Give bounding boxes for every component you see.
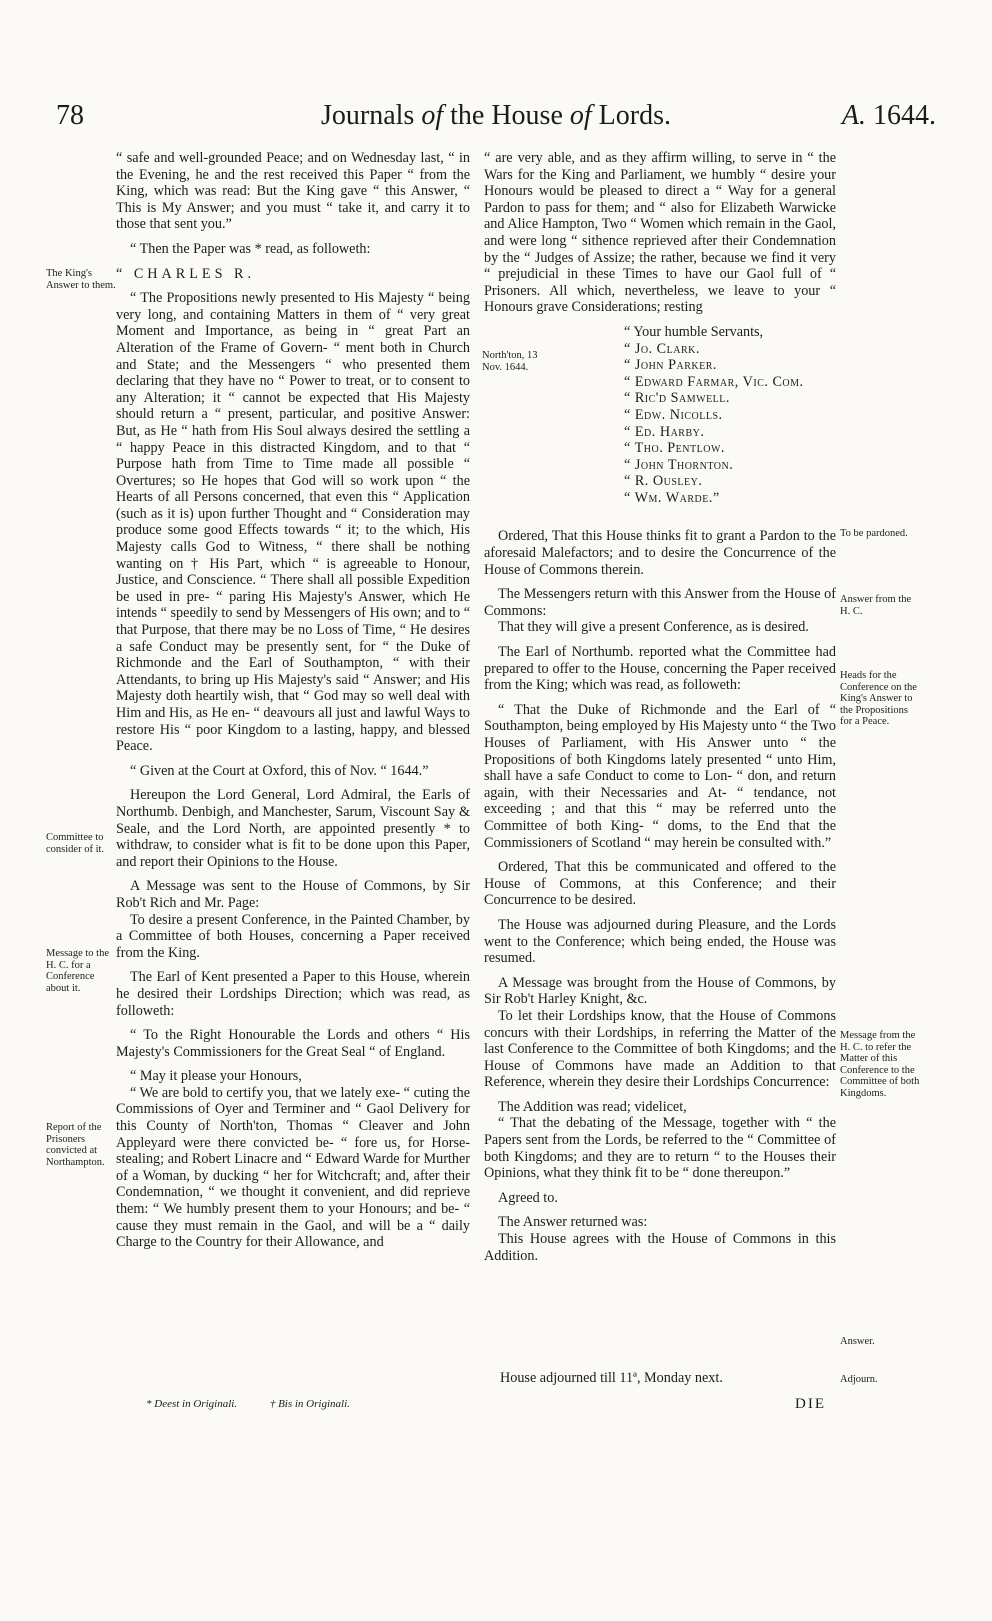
right-column bbox=[484, 150, 836, 1272]
paragraph: “ Then the Paper was * read, as followeth: bbox=[130, 240, 371, 257]
kings-answer-text: “ The Propositions newly presented to His Majesty “ being very long, and containing Matters in them of “ very great Moment and Importance, as being in “ great Part an Alteration of the Frame of Govern- “ ment both in Church and State; and the Messengers “ who presented them declaring that they have no “ Power to treat, or to consent to any Alteration; it “ cannot be expected that His Majesty should return a “ present, particular, and positive Answer: But, as He “ hath from His Soul always desired the settling a “ happy Peace in this distracted Kingdom, and to that “ Purpose hath from Time to Time made all possible “ Overtures; so He hopes that God will so work upon “ the Hearts of all Persons concerned, that even this “ Application (such as it is) upon further Thought and “ Consideration may produce some good Effects towards “ it; to the which, His Majesty calls God to Witness, “ there shall be nothing wanting on † His Part, which “ is agreeable to Honour, Justice, and Conscience. “ There shall all possible Expedition be used in pre- “ paring His Majesty's Answer, which He intends “ speedily to send by Messengers of His own; and to “ that Purpose, that there may be no Loss of Time, “ He desires a safe Conduct may be presently sent, for “ the Duke of Richmonde and the Earl of Southampton, “ with their Attendants, to bring up His Majesty's said “ Answer; and His Majesty doth heartily wish, that “ God may so well deal with Him and His, as He en- “ deavours all just and lawful Ways to restore His “ poor Kingdom to a lasting, happy, and blessed Peace. bbox=[116, 290, 470, 755]
signer: “ Ed. Harby. bbox=[624, 423, 705, 440]
margin-note: Committee to consider of it. bbox=[46, 832, 105, 855]
paragraph: A Message was sent to the House of Commons, by Sir Rob't Rich and Mr. Page: bbox=[116, 878, 470, 911]
paragraph: The Answer returned was: bbox=[498, 1214, 648, 1231]
signer: “ Wm. Warde.” bbox=[624, 489, 720, 506]
margin-note: Answer from the H. C. bbox=[840, 594, 912, 617]
paragraph: Agreed to. bbox=[498, 1189, 558, 1206]
salutation: “ May it please your Honours, bbox=[130, 1068, 302, 1085]
left-column bbox=[116, 150, 470, 1259]
adjourned-line: House adjourned till 11ª, Monday next. bbox=[500, 1370, 723, 1386]
paragraph: To desire a present Conference, in the Painted Chamber, by a Committee of both Houses, concerning a Paper received from the King. bbox=[116, 911, 470, 961]
title-part: Lords. bbox=[598, 100, 671, 131]
heads-text: “ That the Duke of Richmonde and the Earl of “ Southampton, being employed by His Majesty unto “ the Two Houses of Parliament, with His Answer unto “ the Propositions of both Kingdoms lately presented “ unto Him, shall have a safe Conduct to come to Lon- “ don, and return again, with their Necessaries and At- “ tendance, not exceeding ; and that this “ may be referred unto the Committee of both King- “ doms, to the End that the Commissioners of Scotland “ may herein be consulted with.” bbox=[484, 701, 836, 851]
footnotes bbox=[116, 1398, 470, 1410]
signatures bbox=[624, 324, 836, 507]
margin-note: Answer. bbox=[840, 1336, 875, 1347]
title-part: of bbox=[562, 100, 599, 131]
signer: “ Edw. Nicolls. bbox=[624, 406, 723, 423]
letter-text: “ are very able, and as they affirm willing, to serve in “ the Wars for the King and Parliament, we humbly “ desire your Honours would be pleased to direct a “ Way for a general Pardon to pass for them; and “ also for Elizabeth Warwicke and Alice Hampton, Two “ Women which remain in the Gaol, and were long “ sithence reprieved after their Condemnation by the “ Judges of Assize; the rather, because we find it very “ prejudicial in these Times to have our Gaol full of “ Prisoners. All which, nevertheless, we leave to your “ Honours grave Considerations; resting bbox=[484, 150, 836, 316]
margin-note: Report of the Prisoners convicted at Northampton. bbox=[46, 1122, 105, 1168]
catchword: DIE bbox=[795, 1396, 826, 1412]
paragraph: A Message was brought from the House of Commons, by Sir Rob't Harley Knight, &c. bbox=[484, 974, 836, 1008]
address-line: “ To the Right Honourable the Lords and others “ His Majesty's Commissioners for the Great Seal “ of England. bbox=[116, 1027, 470, 1060]
charles-heading: “ CHARLES R. bbox=[116, 265, 256, 282]
signer: “ R. Ousley. bbox=[624, 473, 703, 490]
signer: “ Edward Farmar, Vic. Com. bbox=[624, 373, 804, 390]
footnote: † Bis in Originali. bbox=[269, 1398, 350, 1410]
page-header bbox=[56, 100, 936, 140]
year-number: 1644. bbox=[866, 100, 936, 131]
margin-note: North'ton, 13 Nov. 1644. bbox=[482, 350, 538, 373]
paragraph: The Earl of Kent presented a Paper to this House, wherein he desired their Lordships Direction; which was read, as followeth: bbox=[116, 969, 470, 1019]
signer: “ Tho. Pentlow. bbox=[624, 440, 725, 457]
paragraph: The House was adjourned during Pleasure, and the Lords went to the Conference; which being ended, the House was resumed. bbox=[484, 916, 836, 967]
title-part: House bbox=[491, 100, 563, 131]
paragraph: “ safe and well-grounded Peace; and on Wednesday last, “ in the Evening, he and the rest received this Paper “ from the King, which was read: But the King gave “ this Answer, “ This is My Answer; and you must “ take it, and carry it to those that sent you.” bbox=[116, 150, 470, 233]
letter-text: “ We are bold to certify you, that we lately exe- “ cuting the Commissions of Oyer and Terminer and “ Gaol Delivery for this County of North'ton, Thomas “ Cleaver and John Appleyard were there convicted be- “ fore us, for Horse-stealing; and Robert Linacre and “ Edward Warde for Murther of a Woman, by ducking “ her for Witchcraft; and, after their Condemnation, “ we thought it convenient, and did reprieve them: “ We humbly present them to your Honours; and be- “ cause they must remain in the Gaol, and will be a “ daily Charge to the Country for their Allowance, and bbox=[116, 1084, 470, 1251]
signer: “ John Thornton. bbox=[624, 456, 734, 473]
paragraph: This House agrees with the House of Commons in this Addition. bbox=[484, 1231, 836, 1264]
margin-note: Message to the H. C. for a Conference about it. bbox=[46, 948, 109, 994]
page-year bbox=[842, 100, 936, 132]
paragraph: Ordered, That this House thinks fit to grant a Pardon to the aforesaid Malefactors; and to desire the Concurrence of the House of Commons therein. bbox=[484, 528, 836, 578]
margin-note: Heads for the Conference on the King's Answer to the Propositions for a Peace. bbox=[840, 670, 917, 727]
journal-title bbox=[56, 100, 936, 132]
margin-note: The King's Answer to them. bbox=[46, 268, 116, 291]
sign-intro: “ Your humble Servants, bbox=[624, 323, 764, 340]
paragraph: That they will give a present Conference, as is desired. bbox=[498, 619, 809, 636]
signer: “ Jo. Clark. bbox=[624, 340, 700, 357]
paragraph: The Addition was read; videlicet, bbox=[498, 1098, 687, 1115]
title-part: of bbox=[421, 100, 444, 131]
addition-text: “ That the debating of the Message, together with “ the Papers sent from the Lords, be referred to the “ Committee of both Kingdoms; and they are to return “ to the Houses their Opinions, what they think fit to be “ done thereupon.” bbox=[484, 1115, 836, 1182]
paragraph: Ordered, That this be communicated and offered to the House of Commons, at this Conference; and their Concurrence to be desired. bbox=[484, 859, 836, 909]
margin-note: Message from the H. C. to refer the Matter of this Conference to the Committee of both Kingdoms. bbox=[840, 1030, 920, 1099]
given-at-court: “ Given at the Court at Oxford, this of Nov. “ 1644.” bbox=[130, 762, 429, 779]
paragraph: Hereupon the Lord General, Lord Admiral, the Earls of Northumb. Denbigh, and Manchester, Sarum, Viscount Say & Seale, and the Lord North, are appointed presently * to withdraw, to consider what is fit to be done upon this Paper, and report their Opinions to the House. bbox=[116, 787, 470, 870]
margin-note: To be pardoned. bbox=[840, 528, 908, 539]
paragraph: To let their Lordships know, that the House of Commons concurs with their Lordships, in referring the Matter of the last Conference to the Committee of both Kingdoms; and the House of Commons have made an Addition to that Reference, wherein they desire their Lordships Concurrence: bbox=[484, 1007, 836, 1091]
paragraph: The Messengers return with this Answer from the House of Commons: bbox=[484, 586, 836, 619]
title-part: the bbox=[443, 100, 492, 131]
signer: “ John Parker. bbox=[624, 357, 717, 374]
year-letter: A. bbox=[841, 100, 866, 131]
paragraph: The Earl of Northumb. reported what the Committee had prepared to offer to the House, concerning the Paper received from the King; which was read, as followeth: bbox=[484, 644, 836, 694]
title-part: Journals bbox=[321, 100, 422, 131]
signer: “ Ric'd Samwell. bbox=[624, 390, 730, 407]
margin-note: Adjourn. bbox=[840, 1374, 878, 1385]
footnote: * Deest in Originali. bbox=[146, 1398, 238, 1410]
page-number: 78 bbox=[56, 100, 84, 131]
